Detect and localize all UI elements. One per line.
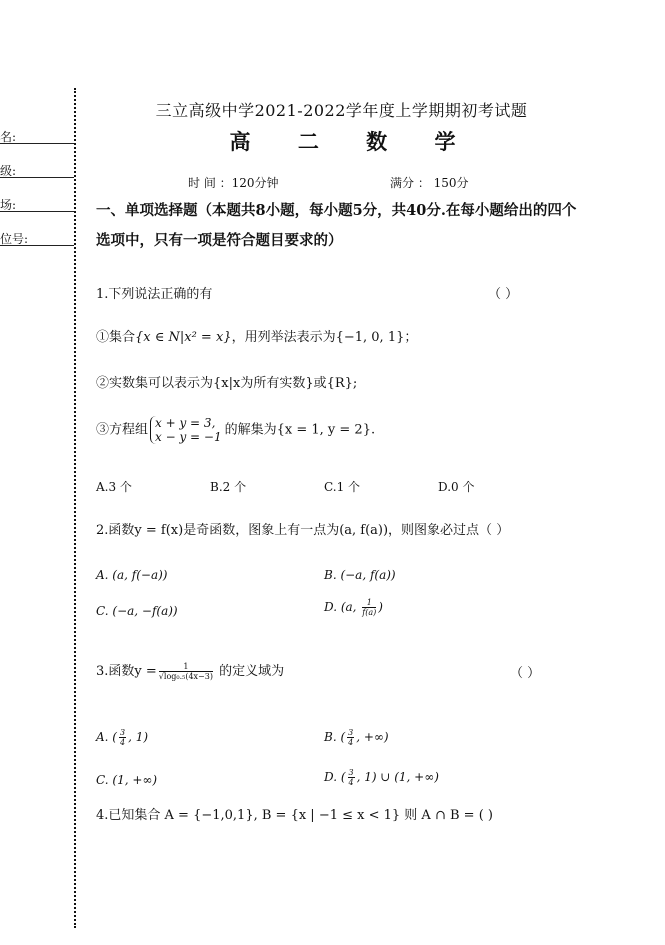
q2-stem: 2.函数y = f(x)是奇函数，图象上有一点为(a, f(a))，则图象必过点（ ） [96,523,510,538]
binding-dotted-line [74,88,76,928]
name-label: 名: [0,130,17,144]
q3b-den: 4 [348,738,354,747]
seat-blank [0,245,74,246]
s3-prefix: ③方程组 [96,422,149,438]
q1-statement-2: ②实数集可以表示为{x|x为所有实数}或{R}; [96,376,358,391]
s1-set: {x ∈ N|x² = x} [135,330,232,345]
q3a-pre: A. ( [96,730,117,744]
q3d-fraction [348,768,355,787]
s3-suffix: 的解集为{x = 1, y = 2}. [224,422,376,438]
subject-title: 高 二 数 学 [229,129,476,154]
q3a-post: , 1) [128,730,149,744]
score-label: 满分 ： 150分 [390,176,469,190]
q3-option-d[interactable] [324,768,439,787]
class-blank [0,177,74,178]
q3-stem [96,660,284,681]
room-label: 场: [0,198,17,212]
q2d-den: f(a) [362,608,377,617]
equation-system [150,416,222,444]
q3b-num: 3 [348,728,354,737]
q3d-den: 4 [348,778,354,787]
q2-option-a[interactable]: A. (a, f(−a)) [96,568,168,582]
q3b-fraction [347,728,354,747]
q1-statement-3 [96,416,375,444]
q4-stem: 4.已知集合 A = {−1,0,1}, B = {x | −1 ≤ x < 1} 则 A ∩ B = ( ) [96,808,493,823]
school-title: 三立高级中学2021-2022学年度上学期期初考试题 [155,101,528,120]
q1-stem: 1.下列说法正确的有 [96,287,213,302]
q3-option-a[interactable] [96,728,148,747]
q2-option-d[interactable] [324,598,383,617]
q1-option-d[interactable]: D.0 个 [438,480,475,494]
q2d-post: ) [378,600,383,614]
q3-stem-pre: 3.函数y = [96,664,157,679]
s1-suffix: ，用列举法表示为{−1, 0, 1}； [231,330,418,345]
q3d-num: 3 [348,768,354,777]
q3d-pre: D. ( [324,770,346,784]
eq-line-1: x + y = 3, [155,416,216,430]
q2d-pre: D. (a, [324,600,361,614]
section-heading: 一、单项选择题（本题共8小题，每小题5分，共40分.在每小题给出的四个选项中，只有一项是符合题目要求的） [96,202,577,249]
q3b-pre: B. ( [324,730,346,744]
q3a-num: 3 [119,728,126,737]
q3-fraction [159,662,213,681]
q1-option-a[interactable]: A.3 个 [96,480,132,494]
q2-option-b[interactable]: B. (−a, f(a)) [324,568,396,582]
s1-prefix: ①集合 [96,330,136,345]
room-blank [0,211,74,212]
q3-option-c[interactable]: C. (1, +∞) [96,773,158,787]
q1-option-b[interactable]: B.2 个 [210,480,247,494]
q2d-fraction [362,598,376,617]
q3-num: 1 [159,662,213,672]
q3-answer-paren: （ ） [510,666,541,681]
q2d-num: 1 [362,598,376,608]
q1-statement-1 [96,326,417,345]
seat-label: 位号: [0,232,29,246]
q3d-post: , 1) ∪ (1, +∞) [356,770,439,784]
q3b-post: , +∞) [356,730,389,744]
q3-den: √log₀.₅(4x−3) [158,672,213,681]
time-label: 时 间 ：120分钟 [188,176,279,190]
q1-answer-paren: （ ） [488,287,519,302]
q3a-fraction [119,728,126,747]
q3-option-b[interactable] [324,728,389,747]
q3a-den: 4 [119,738,126,747]
q2-option-c[interactable]: C. (−a, −f(a)) [96,604,178,618]
q3-stem-post: 的定义域为 [214,664,285,679]
class-label: 级: [0,164,17,178]
q1-option-c[interactable]: C.1 个 [324,480,361,494]
eq-line-2: x − y = −1 [155,430,222,444]
